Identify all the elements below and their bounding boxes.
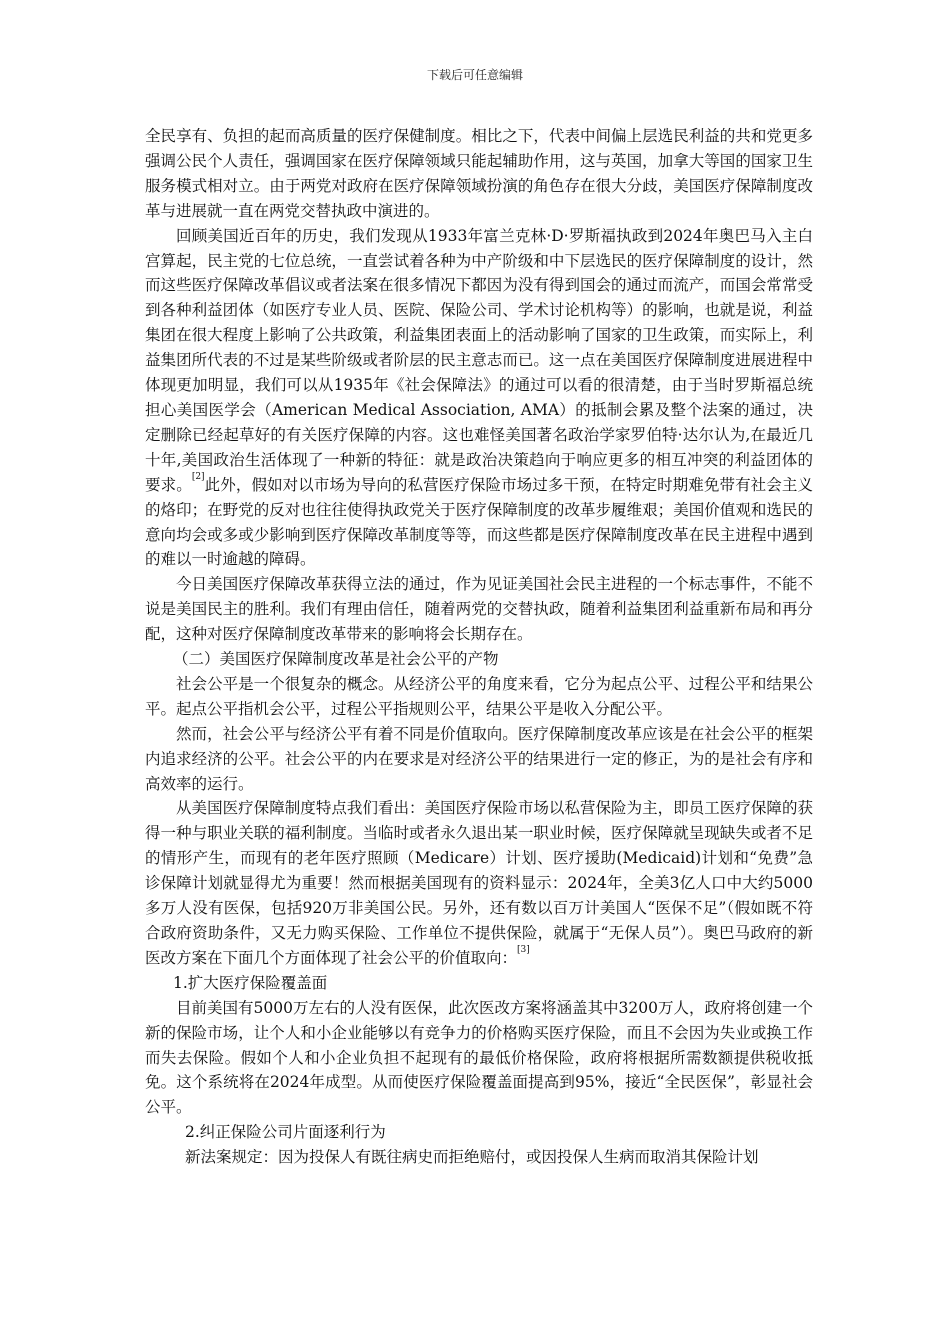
section-heading: （二）美国医疗保障制度改革是社会公平的产物 [173,650,499,669]
paragraph: 新法案规定：因为投保人有既往病史而拒绝赔付，或因投保人生病而取消其保险计划 [185,1148,759,1167]
paragraph: 社会公平是一个很复杂的概念。从经济公平的角度来看，它分为起点公平、过程公平和结果公平。起点公平指机会公平，过程公平指规则公平，结果公平是收入分配公平。 [145,674,813,718]
page-header: 下载后可任意编辑 [426,68,523,82]
paragraph: 全民享有、负担的起而高质量的医疗保健制度。相比之下，代表中间偏上层选民利益的共和党更多强调公民个人责任，强调国家在医疗保障领域只能起辅助作用，这与英国，加拿大等国的国家卫生服务模式相对立。由于两党对政府在医疗保障领域扮演的角色存在很大分歧，美国医疗保障制度改革与进展就一直在两党交替执政中演进的。 [145,127,813,220]
footnote-ref: [3] [517,944,530,955]
paragraph [145,224,813,573]
paragraph-text: 回顾美国近百年的历史，我们发现从1933年富兰克林·D·罗斯福执政到2024年奥巴马入主白宫算起，民主党的七位总统，一直尝试着各种为中产阶级和中下层选民的医疗保障制度的设计，然而这些医疗保障改革倡议或者法案在很多情况下都因为没有得到国会的通过而流产，而国会常常受到各种利益团体（如医疗专业人员、医院、保险公司、学术讨论机构等）的影响，也就是说，利益集团在很大程度上影响了公共政策，利益集团表面上的活动影响了国家的卫生政策，而实际上，利益集团所代表的不过是某些阶级或者阶层的民主意志而已。这一点在美国医疗保障制度进展进程中体现更加明显，我们可以从1935年《社会保障法》的通过可以看的很清楚，由于当时罗斯福总统担心美国医学会（American Medical Association, AMA）的抵制会累及整个法案的通过，决定删除已经起草好的有关医疗保障的内容。这也难怪美国著名政治学家罗伯特·达尔认为,在最近几十年,美国政治生活体现了一种新的特征：就是政治决策趋向于响应更多的相互冲突的利益团体的要求。 [145,226,813,494]
paragraph-text: 此外，假如对以市场为导向的私营医疗保险市场过多干预，在特定时期难免带有社会主义的烙印；在野党的反对也往往使得执政党关于医疗保障制度的改革步履维艰；美国价值观和选民的意向均会或多或少影响到医疗保障改革制度等等，而这些都是医疗保障制度改革在民主进程中遇到的难以一时逾越的障碍。 [145,475,813,569]
paragraph: 目前美国有5000万左右的人没有医保，此次医改方案将涵盖其中3200万人，政府将创建一个新的保险市场，让个人和小企业能够以有竞争力的价格购买医疗保险，而且不会因为失业或换工作而失去保险。假如个人和小企业负担不起现有的最低价格保险，政府将根据所需数额提供税收抵免。这个系统将在2024年成型。从而使医疗保险覆盖面提高到95%，接近“全民医保”，彰显社会公平。 [145,998,813,1117]
paragraph: 今日美国医疗保障改革获得立法的通过，作为见证美国社会民主进程的一个标志事件，不能不说是美国民主的胜利。我们有理由信任，随着两党的交替执政，随着利益集团利益重新布局和再分配，这种对医疗保障制度改革带来的影响将会长期存在。 [145,575,813,644]
document-body [145,124,813,1170]
subsection-heading: 2.纠正保险公司片面逐利行为 [185,1123,386,1142]
paragraph: 然而，社会公平与经济公平有着不同是价值取向。医疗保障制度改革应该是在社会公平的框架内追求经济的公平。社会公平的内在要求是对经济公平的结果进行一定的修正，为的是社会有序和高效率的运行。 [145,724,813,793]
footnote-ref: [2] [191,471,205,482]
paragraph [145,796,813,970]
subsection-heading: 1.扩大医疗保险覆盖面 [173,973,328,992]
paragraph-text: 从美国医疗保障制度特点我们看出：美国医疗保险市场以私营保险为主，即员工医疗保障的获得一种与职业关联的福利制度。当临时或者永久退出某一职业时候，医疗保障就呈现缺失或者不足的情形产生，而现有的老年医疗照顾（Medicare）计划、医疗援助(Medicaid)计划和“免费”急诊保障计划就显得尤为重要！然而根据美国现有的资料显示：2024年，全美3亿人口中大约5000多万人没有医保，包括920万非美国公民。另外，还有数以百万计美国人“医保不足”（假如既不符合政府资助条件，又无力购买保险、工作单位不提供保险，就属于“无保人员”）。奥巴马政府的新医改方案在下面几个方面体现了社会公平的价值取向： [145,799,813,967]
